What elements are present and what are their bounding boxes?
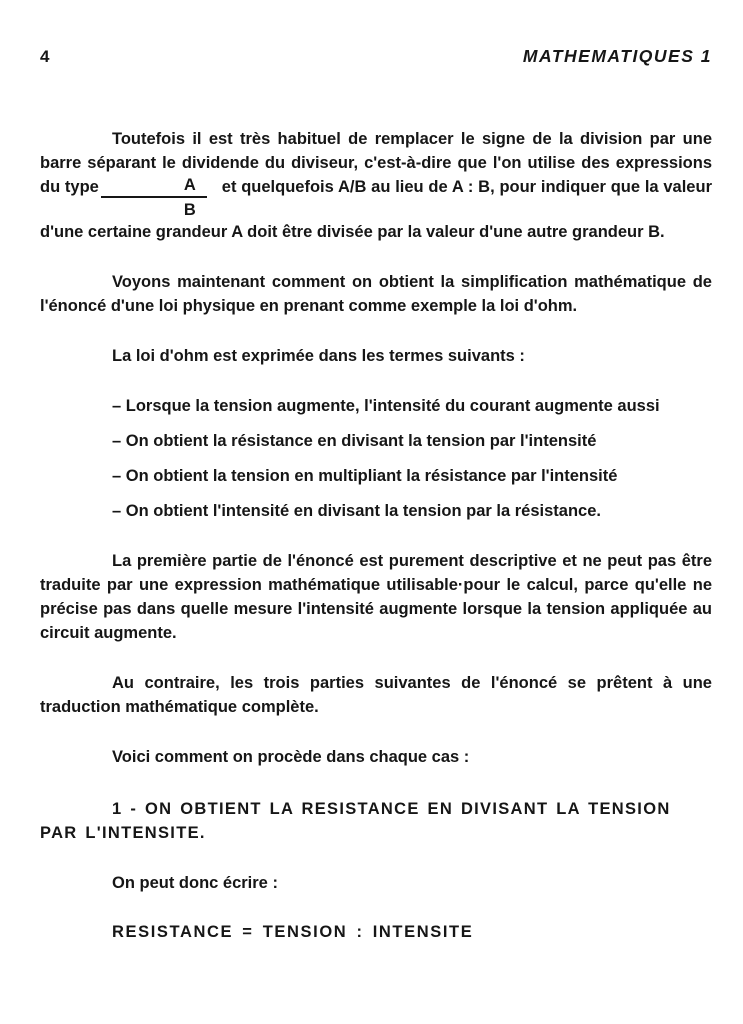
formula-resistance: RESISTANCE = TENSION : INTENSITE — [112, 923, 474, 941]
page-number: 4 — [40, 47, 50, 66]
paragraph-au-contraire: Au contraire, les trois parties suivantes de l'énoncé se prêtent à une traduction mathématique complète. — [40, 674, 712, 716]
fraction-numerator: A — [101, 175, 207, 198]
heading-rule-1: 1 - ON OBTIENT LA RESISTANCE EN DIVISANT LA TENSION PAR L'INTENSITE. — [40, 800, 671, 842]
fraction-denominator: B — [183, 201, 196, 219]
list-item: – On obtient l'intensité en divisant la tension par la résistance. — [112, 502, 601, 520]
paragraph-division-bar-text-after: et quelquefois A/B au lieu de A : B, pour indiquer que la valeur d'une certaine grandeur A doit être divisée par la valeur d'une autre grandeur B. — [40, 178, 712, 241]
paragraph-premiere-partie: La première partie de l'énoncé est purement descriptive et ne peut pas être traduite par une expression mathématique utilisable·pour le calcul, parce qu'elle ne précise pas dans quelle mesure l'intensité augmente lorsque la tension appliquée au circuit augmente. — [40, 552, 712, 642]
paragraph-voici-comment: Voici comment on procède dans chaque cas : — [112, 748, 470, 766]
list-item: – Lorsque la tension augmente, l'intensité du courant augmente aussi — [112, 397, 660, 415]
page-header — [40, 44, 712, 69]
running-title: MATHEMATIQUES 1 — [522, 46, 712, 66]
paragraph-voyons: Voyons maintenant comment on obtient la simplification mathématique de l'énoncé d'une loi physique en prenant comme exemple la loi d'ohm. — [40, 273, 712, 315]
paragraph-division-bar — [40, 127, 712, 244]
list-item: – On obtient la tension en multipliant la résistance par l'intensité — [112, 467, 618, 485]
fraction-a-over-b — [101, 175, 207, 220]
list-item: – On obtient la résistance en divisant la tension par l'intensité — [112, 432, 597, 450]
paragraph-division-bar-text-before: Toutefois il est très habituel de remplacer le signe de la division par une barre séparant le dividende du diviseur, c'est-à-dire que l'on utilise des expressions du type — [40, 130, 712, 196]
paragraph-loi-ohm-intro: La loi d'ohm est exprimée dans les termes suivants : — [112, 347, 525, 365]
ohm-law-statement-list — [40, 394, 712, 523]
paragraph-on-peut-ecrire: On peut donc écrire : — [112, 874, 278, 892]
